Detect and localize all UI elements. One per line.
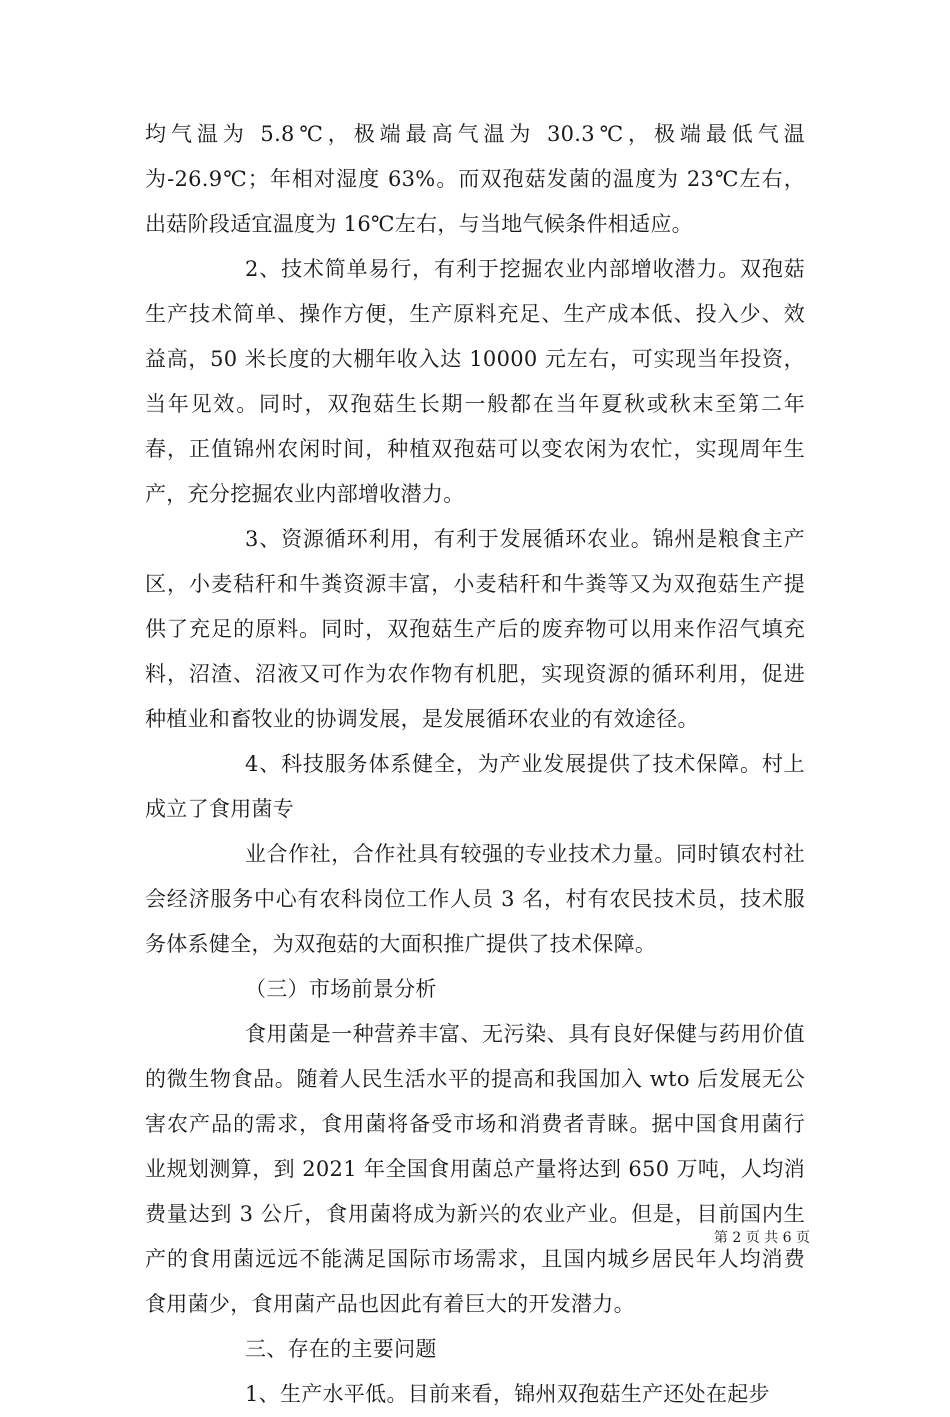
paragraph-market-analysis: 食用菌是一种营养丰富、无污染、具有良好保健与药用价值的微生物食品。随着人民生活水平的提高和我国加入 wto 后发展无公害农产品的需求，食用菌将备受市场和消费者青睐。据中国食用菌行业规划测算，到 2021 年全国食用菌总产量将达到 650 万吨，人均消费量达到 3 公斤，食用菌将成为新兴的农业产业。但是，目前国内生产的食用菌远远不能满足国际市场需求，且国内城乡居民年人均消费食用菌少，食用菌产品也因此有着巨大的开发潜力。 bbox=[145, 1022, 805, 1316]
paragraph-problem-1: 1、生产水平低。目前来看，锦州双孢菇生产还处在起步 bbox=[245, 1382, 770, 1406]
section-heading-problems: 三、存在的主要问题 bbox=[245, 1337, 437, 1361]
paragraph-point-4: 4、科技服务体系健全，为产业发展提供了技术保障。村上成立了食用菌专 bbox=[145, 752, 805, 821]
paragraph-point-2: 2、技术简单易行，有利于挖掘农业内部增收潜力。双孢菇生产技术简单、操作方便，生产原料充足、生产成本低、投入少、效益高，50 米长度的大棚年收入达 10000 元左右，可实现当年投资，当年见效。同时，双孢菇生长期一般都在当年夏秋或秋末至第二年春，正值锦州农闲时间，种植双孢菇可以变农闲为农忙，实现周年生产，充分挖掘农业内部增收潜力。 bbox=[145, 257, 805, 506]
section-heading-market: （三）市场前景分析 bbox=[245, 977, 437, 1001]
paragraph-point-4-continued: 业合作社，合作社具有较强的专业技术力量。同时镇农村社会经济服务中心有农科岗位工作人员 3 名，村有农民技术员，技术服务体系健全，为双孢菇的大面积推广提供了技术保障。 bbox=[145, 842, 805, 956]
paragraph-point-3: 3、资源循环利用，有利于发展循环农业。锦州是粮食主产区，小麦秸秆和牛粪资源丰富，小麦秸秆和牛粪等又为双孢菇生产提供了充足的原料。同时，双孢菇生产后的废弃物可以用来作沼气填充料，沼渣、沼液又可作为农作物有机肥，实现资源的循环利用，促进种植业和畜牧业的协调发展，是发展循环农业的有效途径。 bbox=[145, 527, 805, 731]
paragraph-climate: 均气温为 5.8℃，极端最高气温为 30.3℃，极端最低气温为-26.9℃；年相对湿度 63%。而双孢菇发菌的温度为 23℃左右，出菇阶段适宜温度为 16℃左右，与当地气候条件相适应。 bbox=[145, 122, 805, 236]
document-body bbox=[145, 112, 805, 1417]
page-number: 第 2 页 共 6 页 bbox=[713, 1230, 810, 1246]
